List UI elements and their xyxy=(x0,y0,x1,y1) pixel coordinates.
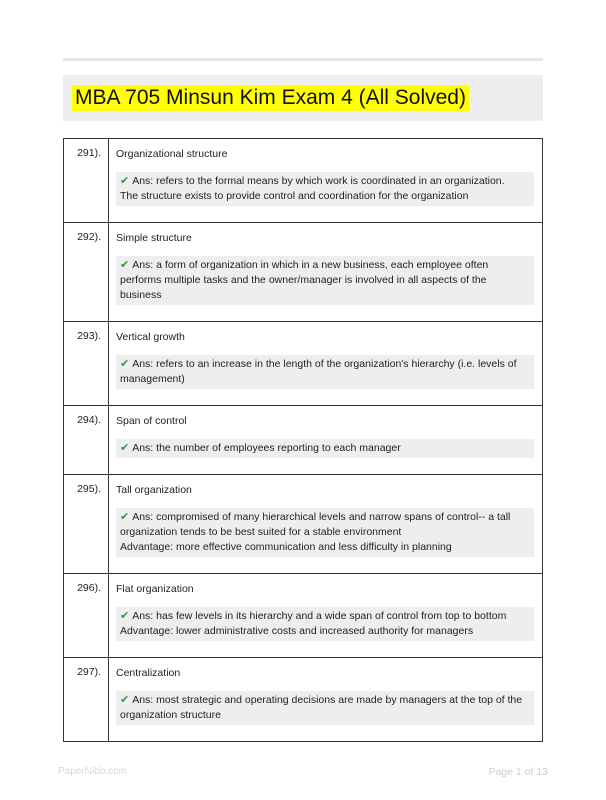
question-number: 297). xyxy=(64,658,109,742)
question-term: Simple structure xyxy=(116,232,192,244)
question-term: Flat organization xyxy=(116,583,194,595)
checkmark-icon: ✔ xyxy=(120,175,130,187)
answer-box xyxy=(116,607,534,641)
checkmark-icon: ✔ xyxy=(120,511,130,523)
answer-text: Ans: has few levels in its hierarchy and a wide span of control from top to bottom xyxy=(132,610,507,622)
question-term: Organizational structure xyxy=(116,148,228,160)
answer-text: Ans: the number of employees reporting to each manager xyxy=(132,442,401,454)
checkmark-icon: ✔ xyxy=(120,442,130,454)
question-content xyxy=(109,406,543,475)
qa-table xyxy=(63,138,543,742)
question-number: 293). xyxy=(64,322,109,406)
table-row xyxy=(64,658,543,742)
question-content xyxy=(109,139,543,223)
table-row xyxy=(64,322,543,406)
question-term: Centralization xyxy=(116,667,181,679)
question-term: Tall organization xyxy=(116,484,192,496)
question-content xyxy=(109,475,543,574)
answer-box xyxy=(116,355,534,389)
question-term: Span of control xyxy=(116,415,187,427)
question-term: Vertical growth xyxy=(116,331,185,343)
question-number: 292). xyxy=(64,223,109,322)
title-banner xyxy=(63,75,543,121)
checkmark-icon: ✔ xyxy=(120,358,130,370)
question-number: 291). xyxy=(64,139,109,223)
top-divider xyxy=(63,58,543,61)
table-row xyxy=(64,574,543,658)
answer-text: Ans: refers to an increase in the length of the organization's hierarchy (i.e. levels of management) xyxy=(120,358,517,385)
question-number: 294). xyxy=(64,406,109,475)
answer-box xyxy=(116,691,534,725)
answer-text: Ans: most strategic and operating decisions are made by managers at the top of the organization structure xyxy=(120,694,523,721)
answer-extra-text: Advantage: more effective communication and less difficulty in planning xyxy=(120,541,452,553)
question-number: 296). xyxy=(64,574,109,658)
page-indicator: Page 1 of 13 xyxy=(488,766,548,778)
checkmark-icon: ✔ xyxy=(120,610,130,622)
table-row xyxy=(64,139,543,223)
answer-text: Ans: refers to the formal means by which work is coordinated in an organization. xyxy=(132,175,505,187)
answer-box xyxy=(116,439,534,458)
answer-box xyxy=(116,508,534,557)
document-title: MBA 705 Minsun Kim Exam 4 (All Solved) xyxy=(72,85,469,111)
question-content xyxy=(109,223,543,322)
table-row xyxy=(64,475,543,574)
table-row xyxy=(64,406,543,475)
table-row xyxy=(64,223,543,322)
checkmark-icon: ✔ xyxy=(120,694,130,706)
question-content xyxy=(109,322,543,406)
answer-extra-text: Advantage: lower administrative costs and increased authority for managers xyxy=(120,625,474,637)
question-number: 295). xyxy=(64,475,109,574)
answer-extra-text: The structure exists to provide control and coordination for the organization xyxy=(120,190,469,202)
answer-box xyxy=(116,172,534,206)
checkmark-icon: ✔ xyxy=(120,259,130,271)
question-content xyxy=(109,658,543,742)
footer-watermark: PaperNibb.com xyxy=(58,766,127,777)
answer-box xyxy=(116,256,534,305)
question-content xyxy=(109,574,543,658)
answer-text: Ans: a form of organization in which in a new business, each employee often performs multiple tasks and the owner/manager is involved in all aspects of the business xyxy=(120,259,489,301)
answer-text: Ans: compromised of many hierarchical levels and narrow spans of control-- a tall organization tends to be best suited for a stable environment xyxy=(120,511,511,538)
